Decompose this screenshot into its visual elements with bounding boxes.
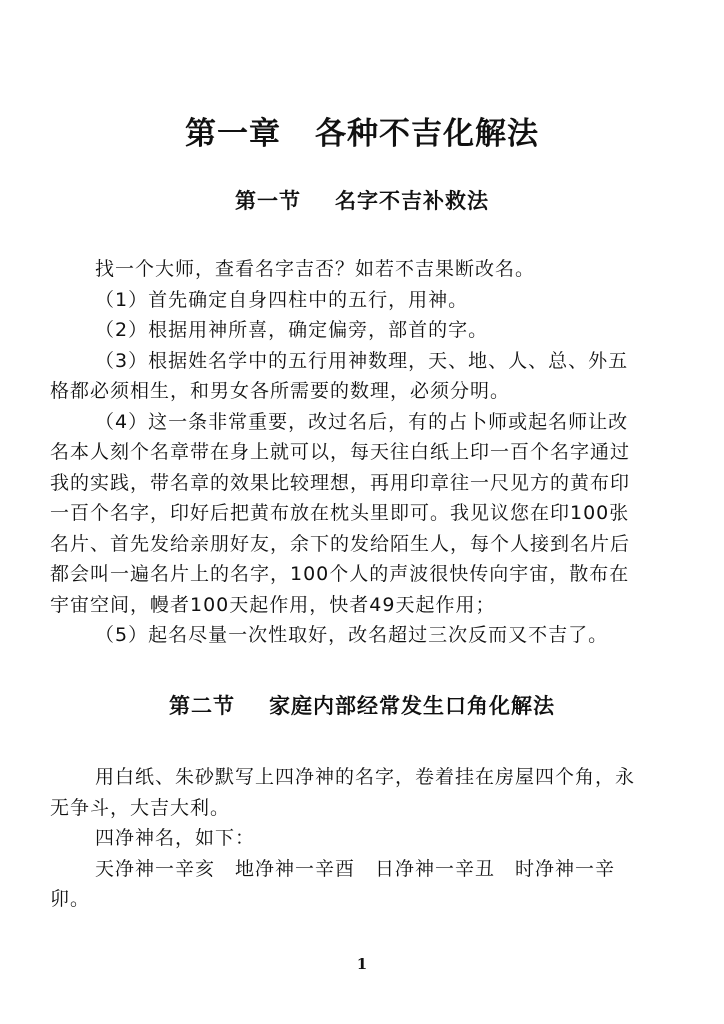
paragraph: （4）这一条非常重要，改过名后，有的占卜师或起名师让改名本人刻个名章带在身上就可以，每天往白纸上印一百个名字通过我的实践，带名章的效果比较理想，再用印章往一尺见方的黄布印一百个名字，印好后把黄布放在枕头里即可。我见议您在印100张名片、首先发给亲朋好友，余下的发给陌生人，每个人接到名片后都会叫一遍名片上的名字，100个人的声波很快传向宇宙，散布在宇宙空间，幔者100天起作用，快者49天起作用； bbox=[50, 410, 631, 616]
section-1-body bbox=[50, 254, 640, 651]
paragraph: 找一个大师，查看名字吉否？如若不吉果断改名。 bbox=[95, 258, 536, 280]
section-2-title bbox=[0, 690, 724, 720]
paragraph: （3）根据姓名学中的五行用神数理，天、地、人、总、外五格都必须相生，和男女各所需要的数理，必须分明。 bbox=[50, 349, 629, 402]
chapter-name: 各种不吉化解法 bbox=[315, 116, 539, 152]
paragraph: （5）起名尽量一次性取好，改名超过三次反而又不吉了。 bbox=[95, 624, 609, 646]
page-number: 1 bbox=[356, 955, 368, 973]
chapter-number: 第一章 bbox=[185, 116, 281, 152]
section-1-name: 名字不吉补救法 bbox=[335, 189, 489, 213]
paragraph: （1）首先确定自身四柱中的五行，用神。 bbox=[95, 288, 469, 311]
section-2-body bbox=[50, 762, 640, 915]
chapter-title bbox=[0, 108, 724, 153]
paragraph: 四净神名，如下： bbox=[95, 827, 256, 849]
paragraph: （2）根据用神所喜，确定偏旁，部首的字。 bbox=[95, 319, 489, 341]
section-1-title bbox=[0, 185, 724, 215]
section-1-number: 第一节 bbox=[235, 189, 301, 213]
section-2-name: 家庭内部经常发生口角化解法 bbox=[269, 694, 555, 718]
paragraph: 天净神一辛亥 地净神一辛酉 日净神一辛丑 时净神一辛卯。 bbox=[50, 857, 616, 910]
section-2-number: 第二节 bbox=[169, 694, 235, 718]
paragraph: 用白纸、朱砂默写上四净神的名字，卷着挂在房屋四个角，永无争斗，大吉大利。 bbox=[50, 766, 636, 819]
